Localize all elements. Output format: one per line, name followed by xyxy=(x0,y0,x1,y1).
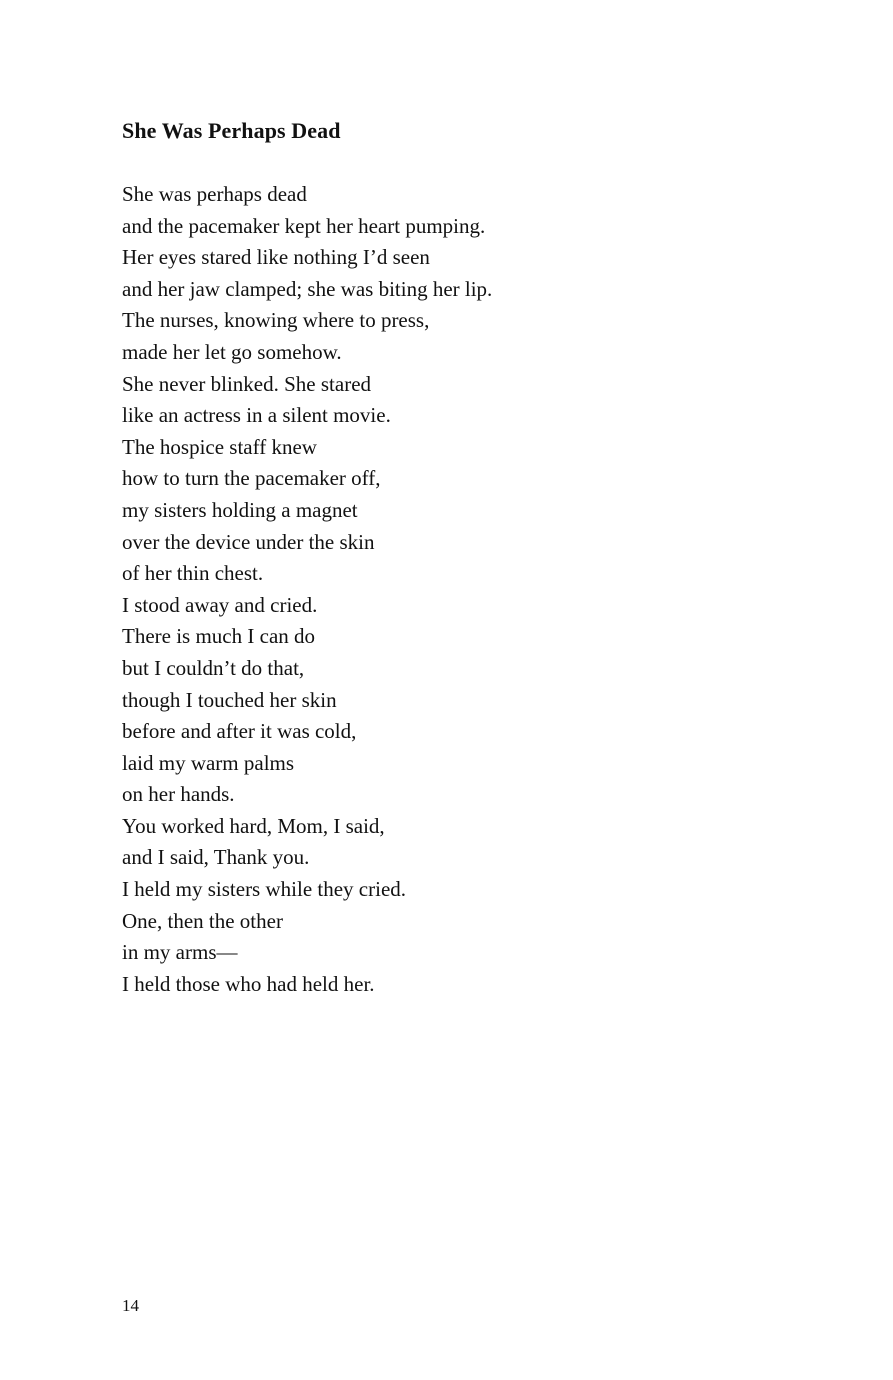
poem-line: of her thin chest. xyxy=(122,561,264,586)
poem-line: on her hands. xyxy=(122,782,235,807)
poem-line: I held those who had held her. xyxy=(122,971,375,996)
poem-line: One, then the other xyxy=(122,908,283,933)
poem-line: The nurses, knowing where to press, xyxy=(122,308,430,333)
poem-line: though I touched her skin xyxy=(122,687,337,712)
poem-line: and I said, Thank you. xyxy=(122,845,310,870)
poem-line: and the pacemaker kept her heart pumping. xyxy=(122,213,486,238)
poem-line: but I couldn’t do that, xyxy=(122,655,305,680)
poem-line: She was perhaps dead xyxy=(122,182,307,206)
poem-line: before and after it was cold, xyxy=(122,719,357,744)
poem-line: I held my sisters while they cried. xyxy=(122,877,407,902)
poem-body xyxy=(122,179,772,1000)
page-number: 14 xyxy=(122,1296,139,1315)
poem-line: over the device under the skin xyxy=(122,529,375,554)
poem-line: and her jaw clamped; she was biting her lip. xyxy=(122,276,493,301)
poem-line: You worked hard, Mom, I said, xyxy=(122,813,385,838)
poem-line: She never blinked. She stared xyxy=(122,371,372,396)
poem-line: The hospice staff knew xyxy=(122,434,317,459)
poem-line: laid my warm palms xyxy=(122,750,295,775)
poem-line: Her eyes stared like nothing I’d seen xyxy=(122,245,430,270)
poem-line: I stood away and cried. xyxy=(122,592,318,617)
poem-line: like an actress in a silent movie. xyxy=(122,403,391,428)
poem-line: how to turn the pacemaker off, xyxy=(122,466,381,491)
poem-line: There is much I can do xyxy=(122,624,316,649)
poem-line: in my arms— xyxy=(122,940,238,965)
poem-line: my sisters holding a magnet xyxy=(122,497,358,522)
poem-line: made her let go somehow. xyxy=(122,339,342,364)
poem-title: She Was Perhaps Dead xyxy=(122,118,341,143)
